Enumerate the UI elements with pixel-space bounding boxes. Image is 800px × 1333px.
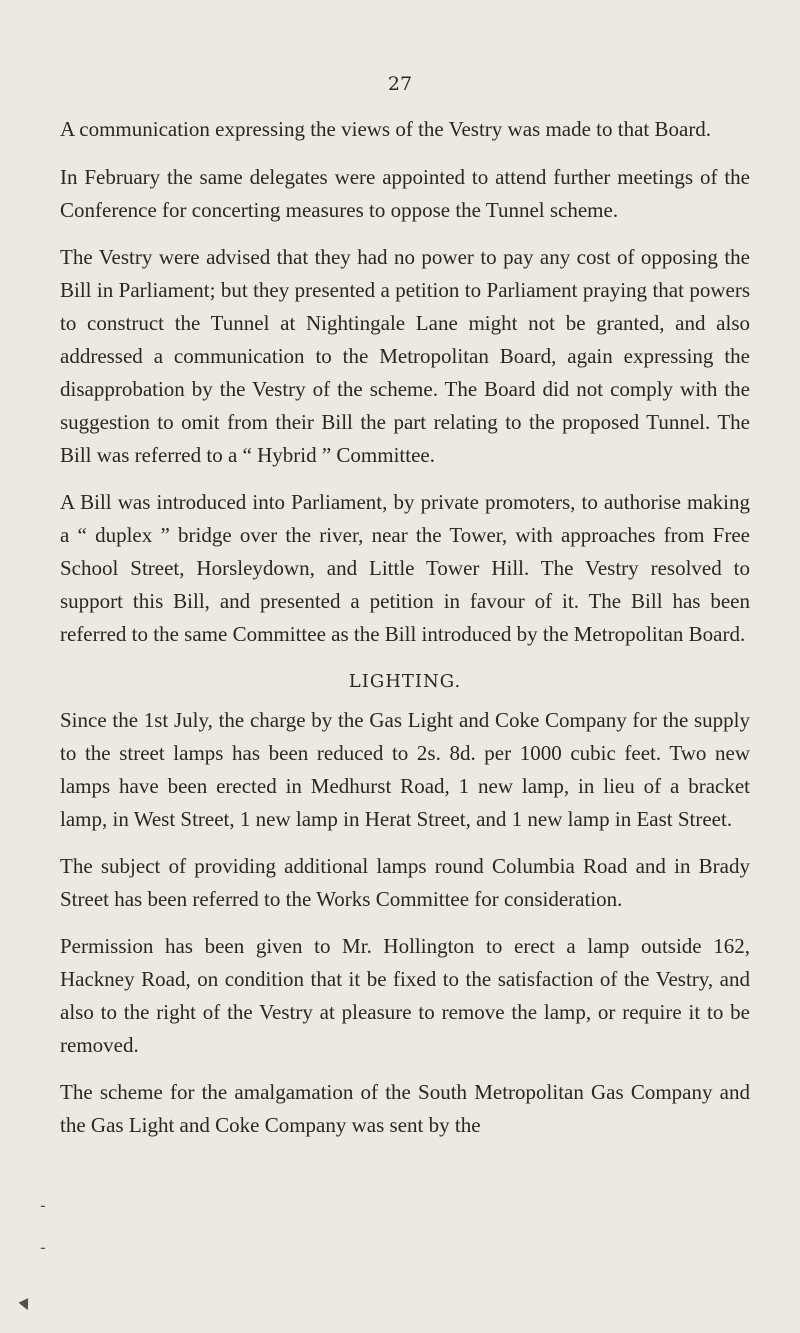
paragraph-additional-lamps: The subject of providing additional lamps round Columbia Road and in Brady Street has been referred to the Works Committee for consideration.	[60, 854, 750, 911]
corner-ink-mark: ▼	[17, 1295, 34, 1315]
document-body	[60, 113, 750, 1156]
paragraph-february-delegates: In February the same delegates were appointed to attend further meetings of the Conference for concerting measures to oppose the Tunnel scheme.	[60, 165, 750, 222]
section-heading-lighting: LIGHTING.	[348, 671, 462, 692]
page-number: 27	[387, 73, 413, 95]
paragraph-vestry-petition: The Vestry were advised that they had no power to pay any cost of opposing the Bill in Parliament; but they presented a petition to Parliament praying that powers to construct the Tunnel at Nightingale Lane might not be granted, and also addressed a communication to the Metropolitan Board, again expressing the disapprobation by the Vestry of the scheme. The Board did not comply with the suggestion to omit from their Bill the part relating to the proposed Tunnel. The Bill was referred to a “ Hybrid ” Committee.	[60, 245, 750, 467]
paragraph-amalgamation-scheme: The scheme for the amalgamation of the South Metropolitan Gas Company and the Gas Light and Coke Company was sent by the	[60, 1080, 750, 1137]
paragraph-communication: A communication expressing the views of the Vestry was made to that Board.	[60, 117, 712, 141]
paragraph-duplex-bridge: A Bill was introduced into Parliament, by private promoters, to authorise making a “ duplex ” bridge over the river, near the Tower, with approaches from Free School Street, Horsleydown, and Little Tower Hill. The Vestry resolved to support this Bill, and presented a petition in favour of it. The Bill has been referred to the same Committee as the Bill introduced by the Metropolitan Board.	[60, 490, 750, 646]
margin-dash-mark: -	[40, 1238, 46, 1257]
paragraph-hollington-permission: Permission has been given to Mr. Hollington to erect a lamp outside 162, Hackney Road, on condition that it be fixed to the satisfaction of the Vestry, and also to the right of the Vestry at pleasure to remove the lamp, or require it to be removed.	[60, 934, 750, 1057]
margin-dash-mark: -	[40, 1196, 46, 1215]
paragraph-gas-charge: Since the 1st July, the charge by the Gas Light and Coke Company for the supply to the street lamps has been reduced to 2s. 8d. per 1000 cubic feet. Two new lamps have been erected in Medhurst Road, 1 new lamp, in lieu of a bracket lamp, in West Street, 1 new lamp in Herat Street, and 1 new lamp in East Street.	[60, 708, 750, 831]
